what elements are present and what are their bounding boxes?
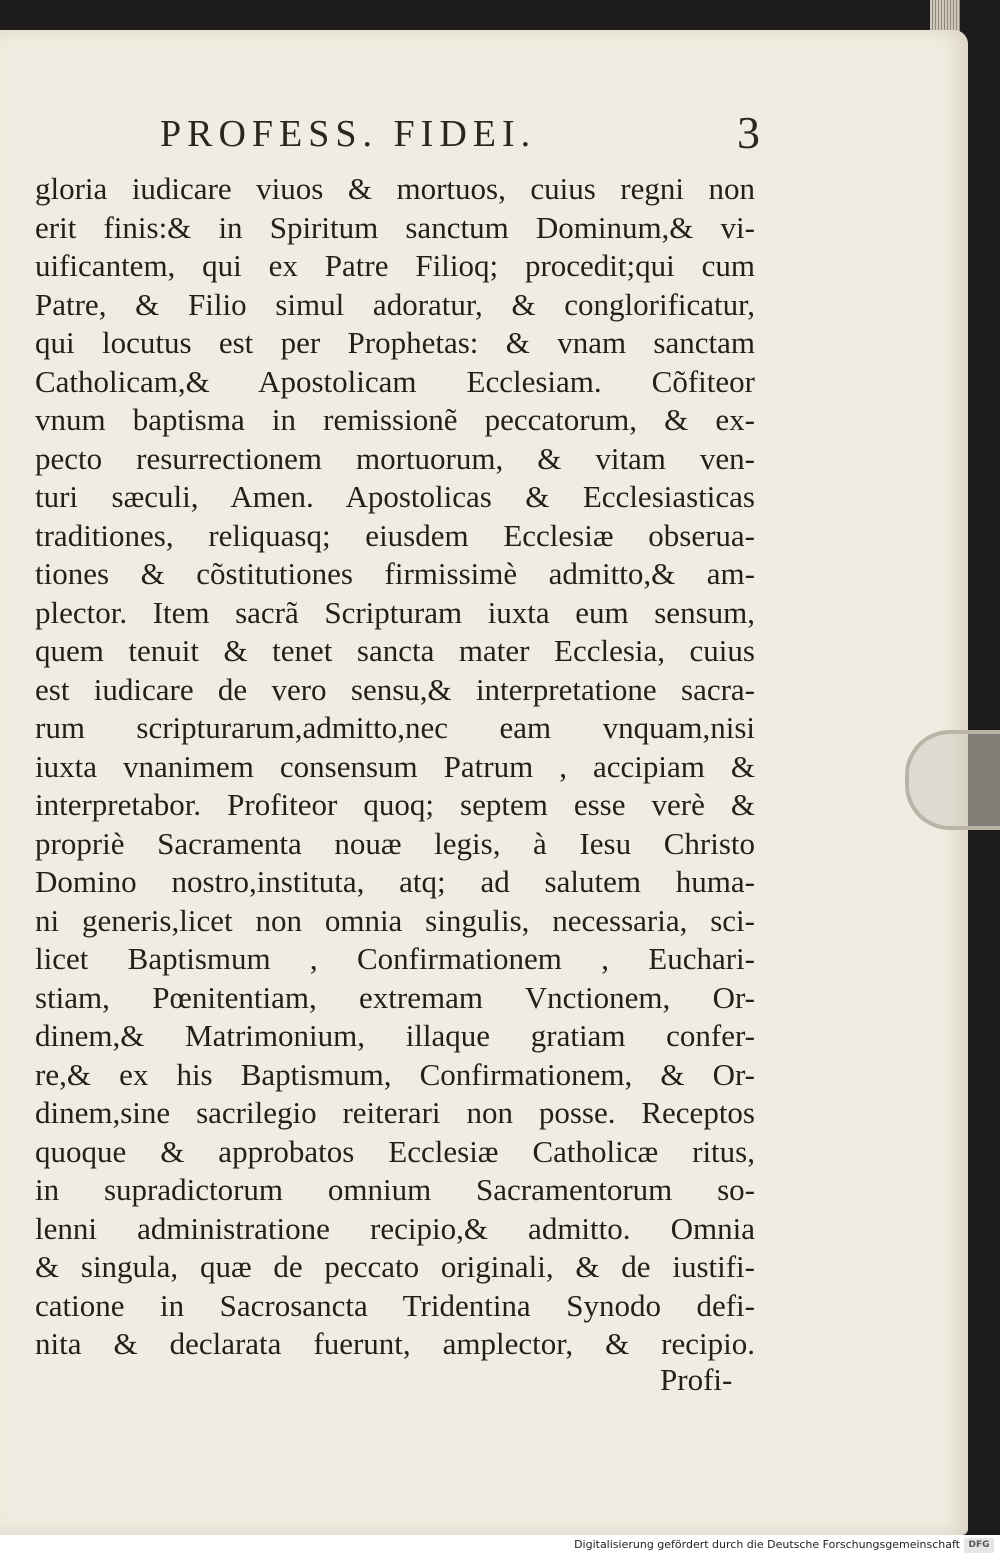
text-line: vnum baptisma in remissionẽ peccatorum, & ex- (35, 402, 755, 437)
text-line: in supradictorum omnium Sacramentorum so- (35, 1172, 755, 1207)
body-text (35, 170, 755, 1364)
text-line: Patre, & Filio simul adoratur, & conglorificatur, (35, 286, 755, 322)
text-line: Domino nostro,instituta, atq; ad salutem huma- (35, 864, 755, 899)
text-line: est iudicare de vero sensu,& interpretatione sacra- (35, 671, 755, 707)
text-line: tiones & cõstitutiones firmissimè admitto,& am- (35, 556, 755, 591)
text-line: lenni administratione recipio,& admitto. Omnia (35, 1210, 755, 1246)
text-line: plector. Item sacrã Scripturam iuxta eum sensum, (35, 594, 755, 630)
text-line: gloria iudicare viuos & mortuos, cuius regni non (35, 171, 755, 206)
text-line: nita & declarata fuerunt, amplector, & recipio. (35, 1326, 755, 1361)
text-line: uificantem, qui ex Patre Filioq; procedit;qui cum (35, 248, 755, 283)
text-line: stiam, Pœnitentiam, extremam Vnctionem, Or- (35, 979, 755, 1015)
text-line: licet Baptismum , Confirmationem , Euchari- (35, 941, 755, 976)
text-line: quoque & approbatos Ecclesiæ Catholicæ ritus, (35, 1133, 755, 1169)
dfg-logo: DFG (964, 1538, 994, 1553)
text-line: Catholicam,& Apostolicam Ecclesiam. Cõfiteor (35, 363, 755, 399)
text-line: ni generis,licet non omnia singulis, necessaria, sci- (35, 902, 755, 938)
catchword: Profi- (660, 1362, 733, 1397)
text-line: dinem,& Matrimonium, illaque gratiam confer- (35, 1018, 755, 1053)
text-line: erit finis:& in Spiritum sanctum Dominum,& vi- (35, 209, 755, 245)
running-title: PROFESS. FIDEI. (160, 113, 537, 155)
text-line: interpretabor. Profiteor quoq; septem esse verè & (35, 787, 755, 822)
text-line: dinem,sine sacrilegio reiterari non posse. Receptos (35, 1095, 755, 1130)
page-clip (905, 730, 1000, 830)
text-line: catione in Sacrosancta Tridentina Synodo defi- (35, 1287, 755, 1323)
text-line: pecto resurrectionem mortuorum, & vitam ven- (35, 440, 755, 476)
page-header (160, 107, 760, 172)
text-line: re,& ex his Baptismum, Confirmationem, & Or- (35, 1056, 755, 1092)
text-line: rum scripturarum,admitto,nec eam vnquam,nisi (35, 710, 755, 745)
text-line: & singula, quæ de peccato originali, & de iustifi- (35, 1249, 755, 1284)
text-line: turi sæculi, Amen. Apostolicas & Ecclesiasticas (35, 479, 755, 514)
footer-bar (0, 1535, 1000, 1557)
text-line: quem tenuit & tenet sancta mater Ecclesia, cuius (35, 633, 755, 668)
page-number: 3 (737, 107, 760, 158)
text-line: iuxta vnanimem consensum Patrum , accipiam & (35, 748, 755, 784)
text-line: qui locutus est per Prophetas: & vnam sanctam (35, 325, 755, 360)
text-line: traditiones, reliquasq; eiusdem Ecclesiæ obserua- (35, 517, 755, 553)
funding-credit: Digitalisierung gefördert durch die Deutsche Forschungsgemeinschaft (574, 1538, 960, 1551)
text-line: propriè Sacramenta nouæ legis, à Iesu Christo (35, 825, 755, 861)
